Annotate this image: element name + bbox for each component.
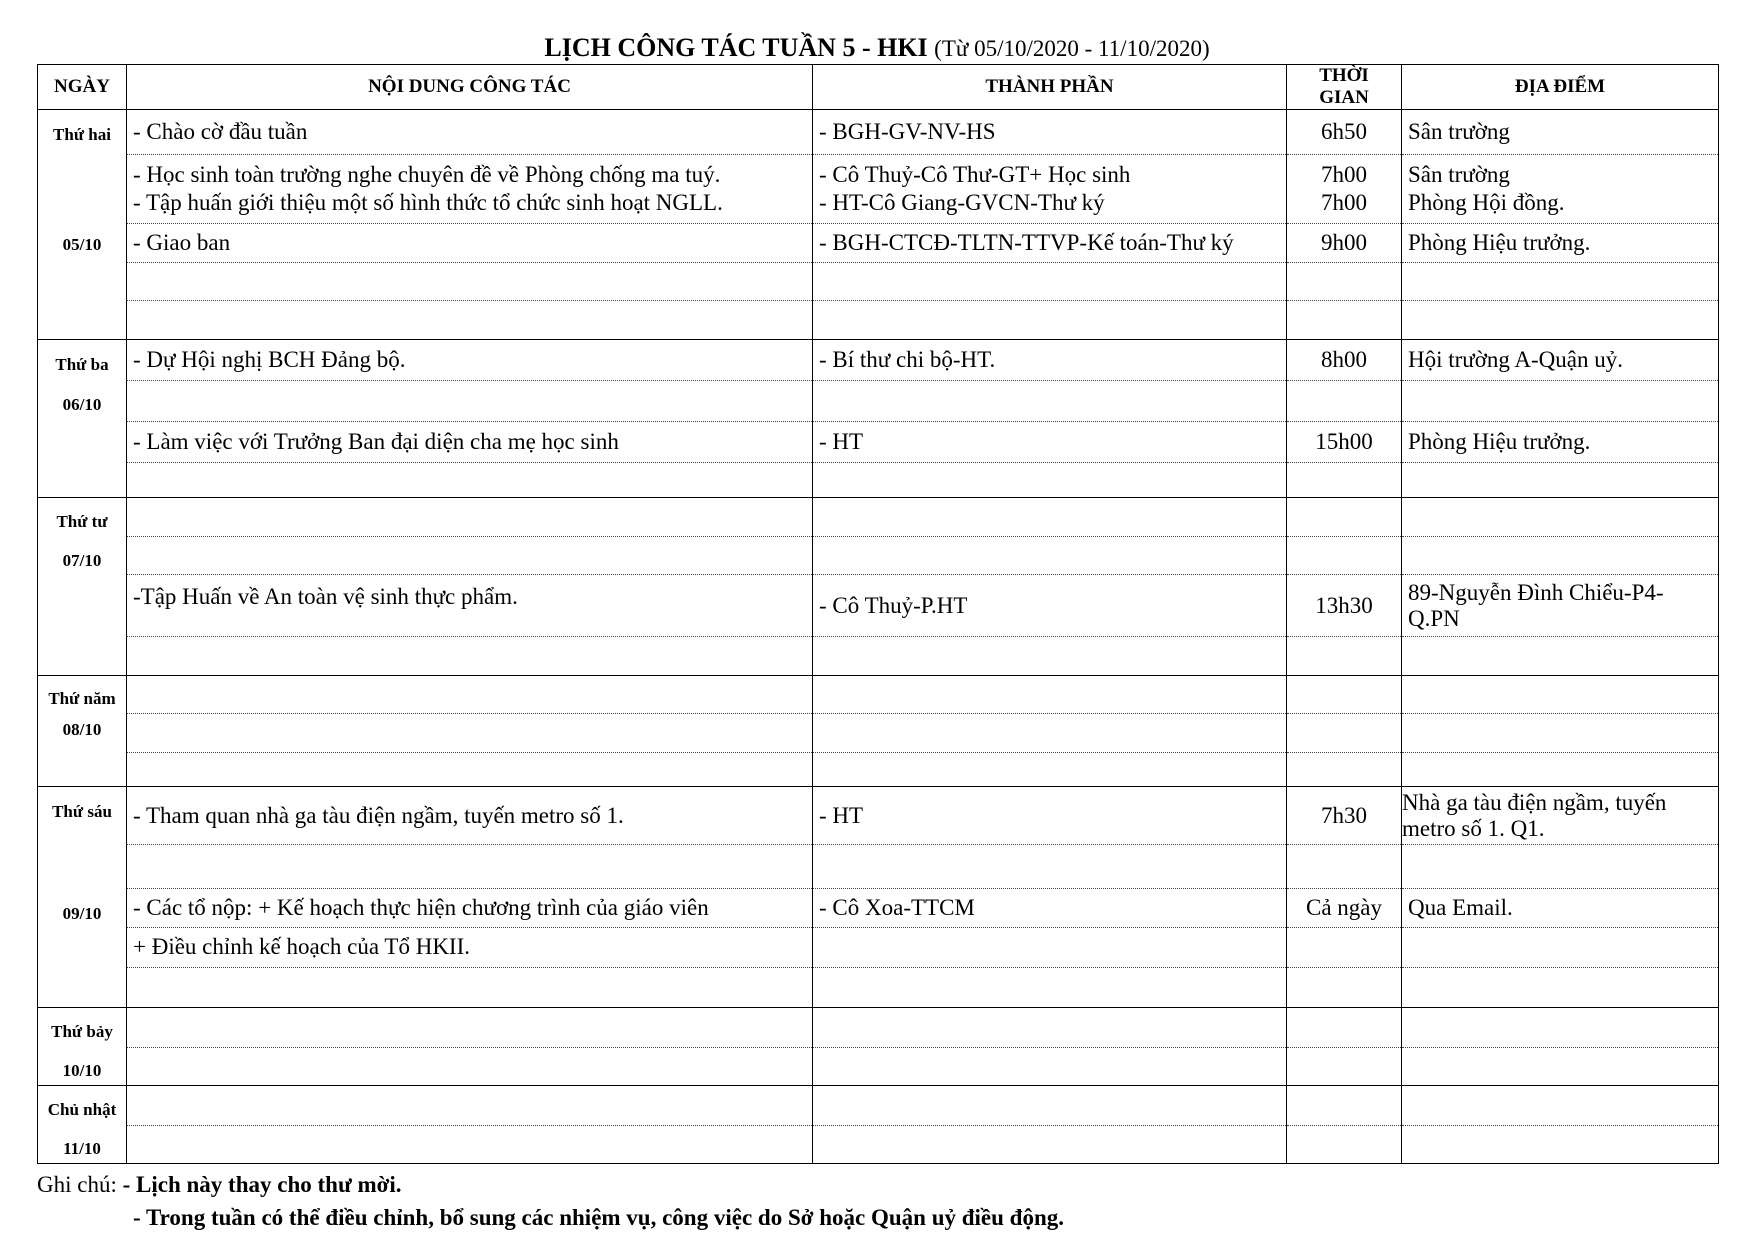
members-cell <box>813 1008 1287 1048</box>
table-row <box>38 262 1719 300</box>
time-cell <box>1287 752 1402 786</box>
members-cell <box>813 636 1287 675</box>
time-cell <box>1287 1008 1402 1048</box>
place-cell: 89-Nguyễn Đình Chiểu-P4-Q.PN <box>1402 575 1719 636</box>
table-row <box>38 462 1719 497</box>
place-cell <box>1402 1047 1719 1086</box>
place-cell <box>1402 498 1719 537</box>
time-cell <box>1287 967 1402 1007</box>
place-cell: Phòng Hiệu trưởng. <box>1402 224 1719 262</box>
time-cell: 9h00 <box>1287 224 1402 262</box>
time-cell: 15h00 <box>1287 421 1402 462</box>
content-cell: - Chào cờ đầu tuần <box>127 110 813 155</box>
members-cell <box>813 845 1287 889</box>
place-cell <box>1402 300 1719 339</box>
time-line: 7h00 <box>1321 190 1367 216</box>
table-row <box>38 1008 1719 1048</box>
table-row <box>38 889 1719 927</box>
day-date: 07/10 <box>62 551 102 570</box>
members-cell <box>813 1125 1287 1164</box>
day-cell-wednesday <box>38 498 127 676</box>
table-row <box>38 381 1719 421</box>
content-cell <box>127 462 813 497</box>
time-cell <box>1287 1047 1402 1086</box>
place-line: Sân trường <box>1408 162 1510 188</box>
place-cell <box>1402 845 1719 889</box>
time-cell <box>1287 845 1402 889</box>
content-cell <box>127 262 813 300</box>
content-cell <box>127 155 813 224</box>
table-row <box>38 224 1719 262</box>
notes-text-2: - Trong tuần có thể điều chỉnh, bổ sung các nhiệm vụ, công việc do Sở hoặc Quận uỷ điều động. <box>133 1205 1065 1230</box>
members-cell: - Cô Thuỷ-P.HT <box>813 575 1287 636</box>
members-cell <box>813 262 1287 300</box>
place-cell <box>1402 752 1719 786</box>
day-name: Chủ nhật <box>47 1100 117 1119</box>
place-cell: Hội trường A-Quận uỷ. <box>1402 340 1719 381</box>
members-cell <box>813 752 1287 786</box>
table-row <box>38 155 1719 224</box>
time-cell <box>1287 498 1402 537</box>
time-cell: 7h30 <box>1287 787 1402 845</box>
day-cell-friday <box>38 787 127 1008</box>
notes-line-1 <box>37 1168 1064 1201</box>
place-cell: Qua Email. <box>1402 889 1719 927</box>
members-cell <box>813 1086 1287 1126</box>
content-cell <box>127 752 813 786</box>
members-cell: - HT <box>813 421 1287 462</box>
place-cell: Nhà ga tàu điện ngầm, tuyến metro số 1. Q1. <box>1402 787 1719 845</box>
header-content: NỘI DUNG CÔNG TÁC <box>127 65 813 110</box>
day-cell-sunday <box>38 1086 127 1164</box>
table-row <box>38 752 1719 786</box>
notes <box>37 1168 1064 1234</box>
time-cell: 13h30 <box>1287 575 1402 636</box>
members-cell <box>813 967 1287 1007</box>
day-cell-tuesday <box>38 340 127 498</box>
place-cell <box>1402 636 1719 675</box>
title-main: LỊCH CÔNG TÁC TUẦN 5 - HKI <box>544 33 928 62</box>
content-cell: - Dự Hội nghị BCH Đảng bộ. <box>127 340 813 381</box>
content-cell <box>127 967 813 1007</box>
content-cell <box>127 676 813 714</box>
members-cell <box>813 537 1287 575</box>
day-name: Thứ sáu <box>52 802 112 821</box>
place-cell <box>1402 462 1719 497</box>
time-cell <box>1287 1125 1402 1164</box>
place-cell: Phòng Hiệu trưởng. <box>1402 421 1719 462</box>
content-cell <box>127 1008 813 1048</box>
table-row <box>38 1125 1719 1164</box>
table-row <box>38 1047 1719 1086</box>
members-cell: - HT <box>813 787 1287 845</box>
content-cell <box>127 845 813 889</box>
content-cell <box>127 537 813 575</box>
time-cell: Cả ngày <box>1287 889 1402 927</box>
content-cell <box>127 1125 813 1164</box>
day-cell-saturday <box>38 1008 127 1086</box>
day-date: 05/10 <box>62 235 102 254</box>
header-members: THÀNH PHẦN <box>813 65 1287 110</box>
content-cell: - Các tổ nộp: + Kế hoạch thực hiện chương trình của giáo viên <box>127 889 813 927</box>
time-cell: 6h50 <box>1287 110 1402 155</box>
header-row <box>38 65 1719 110</box>
time-cell <box>1287 537 1402 575</box>
day-name: Thứ hai <box>53 125 111 144</box>
page-title <box>0 30 1754 67</box>
notes-text-1: - Lịch này thay cho thư mời. <box>116 1172 402 1197</box>
time-cell <box>1287 676 1402 714</box>
content-cell <box>127 714 813 752</box>
place-cell <box>1402 1086 1719 1126</box>
time-cell <box>1287 381 1402 421</box>
place-cell <box>1402 676 1719 714</box>
members-cell: - Bí thư chi bộ-HT. <box>813 340 1287 381</box>
members-line: - HT-Cô Giang-GVCN-Thư ký <box>819 190 1105 216</box>
table-row <box>38 110 1719 155</box>
header-day: NGÀY <box>38 65 127 110</box>
content-cell <box>127 381 813 421</box>
members-line: - Cô Thuỷ-Cô Thư-GT+ Học sinh <box>819 162 1131 188</box>
time-cell <box>1287 300 1402 339</box>
content-line: - Học sinh toàn trường nghe chuyên đề về Phòng chống ma tuý. <box>133 162 721 188</box>
place-cell <box>1402 537 1719 575</box>
day-name: Thứ ba <box>55 355 109 374</box>
content-cell <box>127 300 813 339</box>
members-cell <box>813 381 1287 421</box>
members-cell <box>813 300 1287 339</box>
time-cell <box>1287 714 1402 752</box>
header-time: THỜI GIAN <box>1287 65 1402 110</box>
place-cell <box>1402 262 1719 300</box>
time-cell: 8h00 <box>1287 340 1402 381</box>
members-cell <box>813 498 1287 537</box>
members-cell <box>813 155 1287 224</box>
header-place: ĐỊA ĐIỂM <box>1402 65 1719 110</box>
content-cell <box>127 1086 813 1126</box>
members-cell: - BGH-CTCĐ-TLTN-TTVP-Kế toán-Thư ký <box>813 224 1287 262</box>
title-date-range: (Từ 05/10/2020 - 11/10/2020) <box>934 36 1210 61</box>
time-cell <box>1287 1086 1402 1126</box>
table-row <box>38 845 1719 889</box>
table-row <box>38 1086 1719 1126</box>
place-cell <box>1402 1125 1719 1164</box>
place-cell: Sân trường <box>1402 110 1719 155</box>
members-cell: - Cô Xoa-TTCM <box>813 889 1287 927</box>
table-row <box>38 967 1719 1007</box>
time-cell <box>1287 927 1402 967</box>
content-cell: + Điều chỉnh kế hoạch của Tổ HKII. <box>127 927 813 967</box>
content-cell <box>127 636 813 675</box>
day-name: Thứ bảy <box>51 1022 113 1041</box>
table-row <box>38 676 1719 714</box>
place-cell <box>1402 155 1719 224</box>
place-line: Phòng Hội đồng. <box>1408 190 1565 216</box>
table-row <box>38 787 1719 845</box>
members-cell <box>813 676 1287 714</box>
content-cell: - Tham quan nhà ga tàu điện ngầm, tuyến metro số 1. <box>127 787 813 845</box>
time-line: 7h00 <box>1321 162 1367 188</box>
place-cell <box>1402 927 1719 967</box>
time-cell <box>1287 462 1402 497</box>
table-row <box>38 300 1719 339</box>
notes-label: Ghi chú: <box>37 1172 117 1197</box>
schedule-table <box>37 64 1719 1164</box>
table-row <box>38 714 1719 752</box>
content-cell: - Làm việc với Trưởng Ban đại diện cha mẹ học sinh <box>127 421 813 462</box>
members-cell <box>813 462 1287 497</box>
members-cell <box>813 927 1287 967</box>
content-cell <box>127 1047 813 1086</box>
content-cell: - Giao ban <box>127 224 813 262</box>
content-line: - Tập huấn giới thiệu một số hình thức tổ chức sinh hoạt NGLL. <box>133 190 723 216</box>
place-cell <box>1402 1008 1719 1048</box>
day-date: 09/10 <box>62 904 102 923</box>
time-cell <box>1287 636 1402 675</box>
content-cell <box>127 498 813 537</box>
day-date: 11/10 <box>63 1139 101 1158</box>
time-cell <box>1287 262 1402 300</box>
members-cell <box>813 714 1287 752</box>
table-row <box>38 575 1719 636</box>
time-cell <box>1287 155 1402 224</box>
table-row <box>38 498 1719 537</box>
table-row <box>38 537 1719 575</box>
day-cell-thursday <box>38 676 127 787</box>
table-row <box>38 421 1719 462</box>
day-date: 06/10 <box>62 395 102 414</box>
content-cell: -Tập Huấn về An toàn vệ sinh thực phẩm. <box>127 575 813 636</box>
day-date: 10/10 <box>62 1061 102 1080</box>
place-cell <box>1402 967 1719 1007</box>
place-cell <box>1402 381 1719 421</box>
day-name: Thứ tư <box>56 512 108 531</box>
table-row <box>38 927 1719 967</box>
members-cell: - BGH-GV-NV-HS <box>813 110 1287 155</box>
members-cell <box>813 1047 1287 1086</box>
day-name: Thứ năm <box>48 689 116 708</box>
place-cell <box>1402 714 1719 752</box>
day-cell-monday <box>38 110 127 340</box>
table-row <box>38 340 1719 381</box>
day-date: 08/10 <box>62 720 102 739</box>
table-row <box>38 636 1719 675</box>
